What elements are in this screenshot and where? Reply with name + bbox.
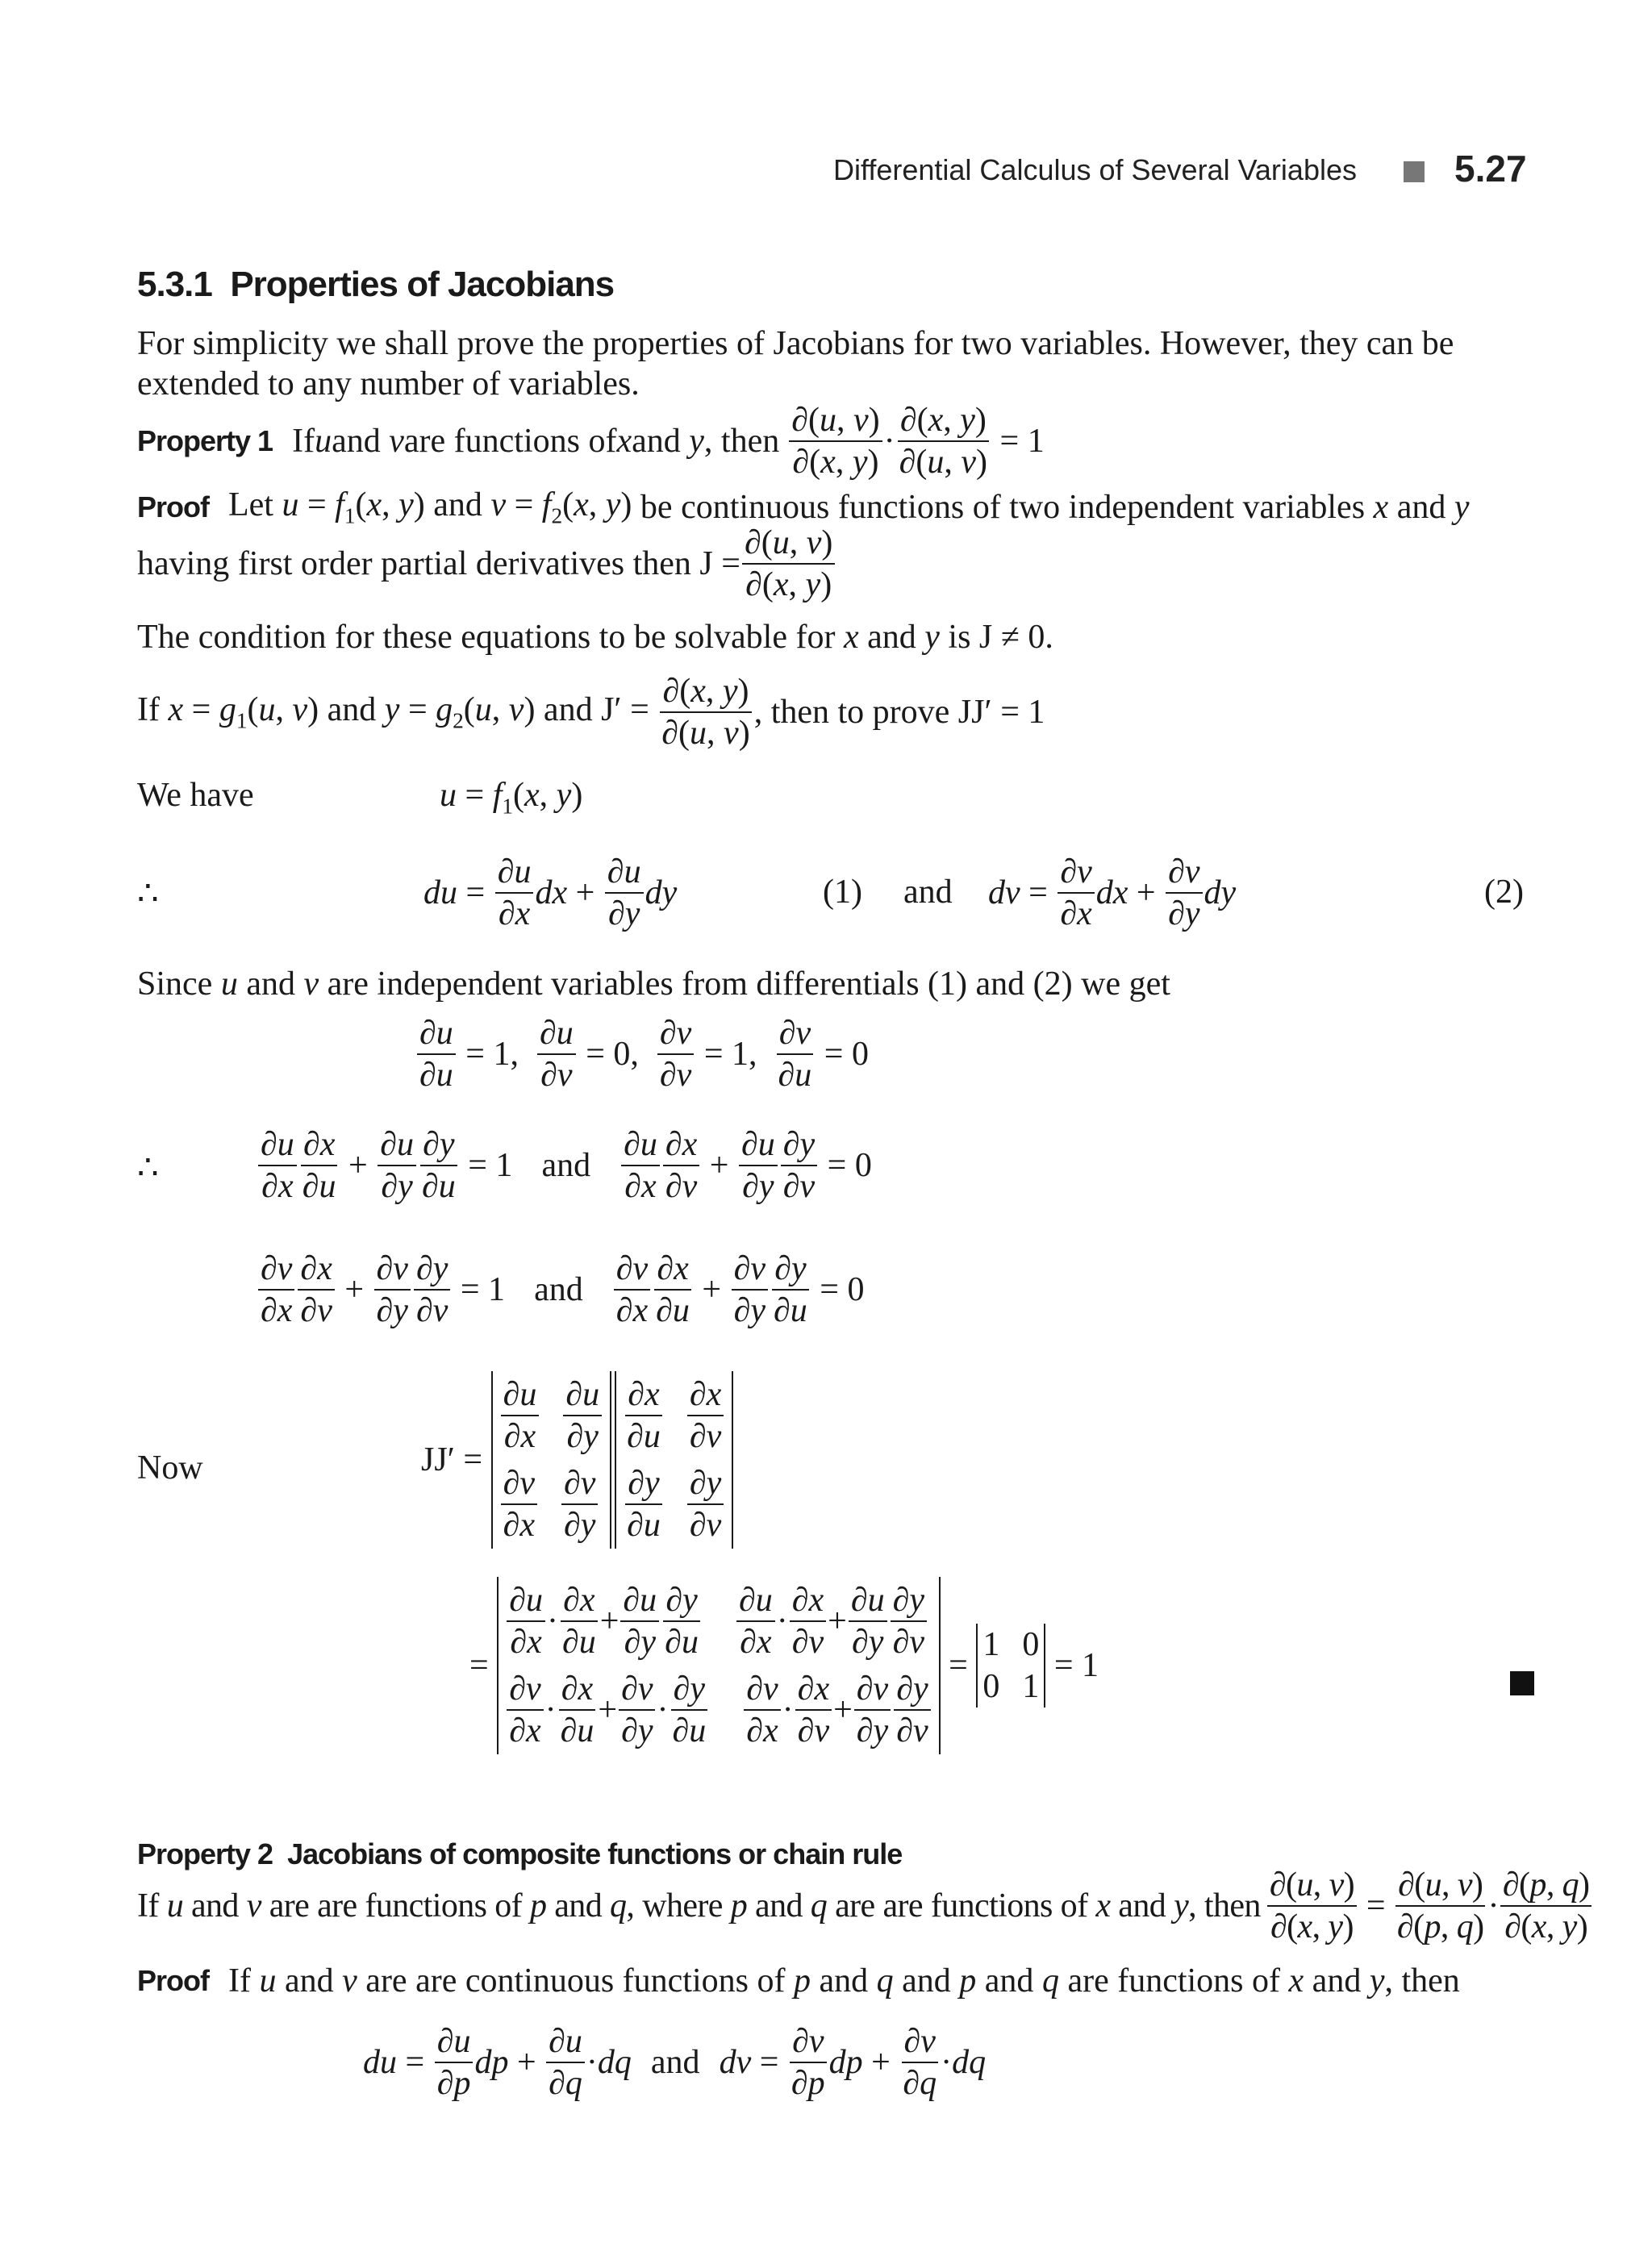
proof-2-line: Proof If u and v are are continuous functions of p and q and p and q are functions of x and y , then [137,1962,1460,2000]
equation-tag-2: (2) [1484,874,1524,911]
we-have-label: We have [137,777,254,814]
proof-1-condition: The condition for these equations to be solvable for x and y is J ≠ 0. [137,619,1053,656]
du-dv-composite-equations: du = $\frac{\partial u}{\partial p}$ dp + $\frac{\partial u}{\partial q}$ · dq and dv = $\frac{\partial v}{\partial p}$ dp + $\frac{\partial v}{\partial q}$ · dq [363,2023,987,2102]
expanded-determinant: = $\frac{\partial u}{\partial x}$ · $\frac{\partial x}{\partial u}$ + $\frac{\partial u}{\partial y}$ $\frac{\partial y}{\partial u}$ $\frac{\partial u}{\partial x}$ · $\frac{\partial x}{\partial v}$ + $\frac{\partial u}{\partial y}$ $\frac{\partial y}{\partial v}$ $\frac{\partial v}{\partial x}$ · $\frac{\partial x}{\partial u}$ + $\frac{\partial v}{\partial y}$ · $\frac{\partial y}{\partial u}$ $\frac{\partial v}{\partial x}$ · $\frac{\partial x}{\partial v}$ + $\frac{\partial v}{\partial y}$ $\frac{\partial y}{\partial v}$ = 1 0 0 1 = 1 [469,1577,1099,1754]
now-label: Now [137,1449,203,1487]
and-word-1: and [903,874,953,911]
intro-line-1: For simplicity we shall prove the properties of Jacobians for two variables. However, they can be [137,325,1454,362]
property-2-statement: If u and v are are functions of p and q , where p and q are are functions of x and y , then $\frac{\partial(u, v)}{\partial(x, y)}$ = $\frac{\partial(u, v)}{\partial(p, q)}$ · $\frac{\partial(p, q)}{\partial(x, y)}$ [137,1868,1593,1944]
qed-square [1510,1671,1534,1695]
running-header-title: Differential Calculus of Several Variables [833,153,1357,186]
jacobian-xy-uv: $\frac{\partial(x, y)}{\partial(u, v)}$ [899,402,988,481]
property-2-title: Jacobians of composite functions or chain rule [287,1837,903,1870]
property-1-statement: Property 1 If u and v are functions of x and y , then $\frac{\partial(u, v)}{\partial(x, y)}$ · $\frac{\partial(x, y)}{\partial(u, v)}$ = 1 [137,402,1045,481]
header-square-bullet [1404,161,1425,182]
equation-tag-1: (1) [823,874,862,911]
since-line: Since u and v are independent variables from differentials (1) and (2) we get [137,965,1170,1003]
property-1-label: Property 1 [137,424,273,457]
page-number: 5.27 [1454,148,1527,190]
therefore-symbol-2: ∴ [137,1149,159,1186]
proof-1-line-1: Proof Let $u = f_1(x$, y) and $v = f_2(x$, y) be continuous functions of two independent variables x and y [137,486,1470,528]
chain-eq-row-2: $\frac{\partial v}{\partial x}$ $\frac{\partial x}{\partial v}$ + $\frac{\partial v}{\partial y}$ $\frac{\partial y}{\partial v}$ = 1 and $\frac{\partial v}{\partial x}$ $\frac{\partial x}{\partial u}$ + $\frac{\partial v}{\partial y}$ $\frac{\partial y}{\partial u}$ = 0 [257,1252,864,1328]
partial-identities: $\frac{\partial u}{\partial u}$ = 1, $\frac{\partial u}{\partial v}$ = 0, $\frac{\partial v}{\partial v}$ = 1, $\frac{\partial v}{\partial u}$ = 0 [415,1016,869,1092]
chain-eq-row-1: $\frac{\partial u}{\partial x}$ $\frac{\partial x}{\partial u}$ + $\frac{\partial u}{\partial y}$ $\frac{\partial y}{\partial u}$ = 1 and $\frac{\partial u}{\partial x}$ $\frac{\partial x}{\partial v}$ + $\frac{\partial u}{\partial y}$ $\frac{\partial y}{\partial v}$ = 0 [257,1128,872,1203]
dv-equation: dv = $\frac{\partial v}{\partial x}$ dx + $\frac{\partial v}{\partial y}$ dy [988,853,1237,932]
intro-line-2: extended to any number of variables. [137,365,640,402]
section-title: Properties of Jacobians [230,265,615,304]
property-2-label: Property 2 [137,1837,273,1870]
section-number: 5.3.1 [137,265,212,304]
therefore-symbol-1: ∴ [137,875,159,912]
du-equation: du = $\frac{\partial u}{\partial x}$ dx + $\frac{\partial u}{\partial y}$ dy [423,853,678,932]
section-heading [137,265,614,305]
u-equals-f1: $u = f_1(x$, y) [440,777,583,819]
jacobian-uv-xy: $\frac{\partial(u, v)}{\partial(x, y)}$ [789,403,882,479]
jj-prime-determinant-product: JJ′ = $\frac{\partial u}{\partial x}$ $\frac{\partial u}{\partial y}$ $\frac{\partial v}{\partial x}$ $\frac{\partial v}{\partial y}$ $\frac{\partial x}{\partial u}$ $\frac{\partial x}{\partial v}$ $\frac{\partial y}{\partial u}$ $\frac{\partial y}{\partial v}$ [421,1371,733,1549]
proof-1-if-line: If $x = g_1(u$, v) and $y = g_2(u$, v) and J′ = $\frac{\partial(x, y)}{\partial(u, v)}$ , then to prove JJ′ = 1 [137,673,1045,752]
property-2-heading [137,1837,902,1871]
proof-1-line-2: having first order partial derivatives then J = $\frac{\partial(u, v)}{\partial(x, y)}$ [137,526,836,602]
